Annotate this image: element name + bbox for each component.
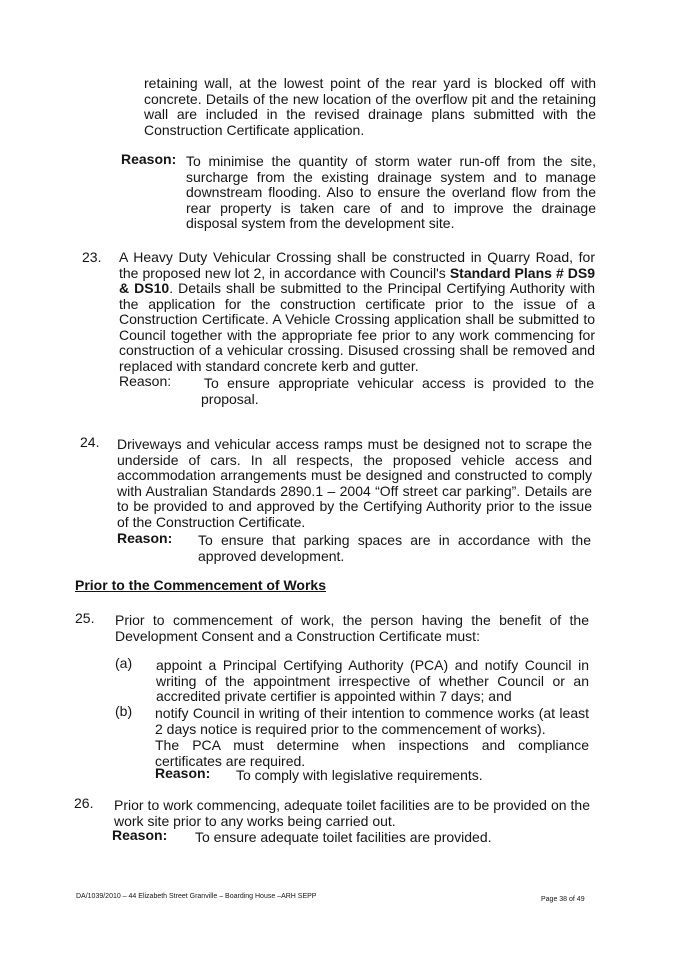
item-number: 25. xyxy=(75,610,95,626)
item-number: 24. xyxy=(80,434,100,450)
condition-24-text: Driveways and vehicular access ramps must be designed not to scrape the underside of cars. In all respects, the proposed vehicle access and accommodation arrangements must be designed and constructed to comply with Australian Standards 2890.1 – 2004 “Off street car parking”. Details are to be provided to and approved by the Certifying Authority prior to the issue of the Construction Certificate. xyxy=(117,436,592,530)
pca-note: The PCA must determine when inspections and compliance certificates are required. xyxy=(155,737,589,769)
condition-23-text: A Heavy Duty Vehicular Crossing shall be constructed in Quarry Road, for the proposed new lot 2, in accordance with Council's Standard Plans # DS9 & DS10. Details shall be submitted to the Principal Certifying Authority with the application for the construction certificate prior to the issue of a Construction Certificate. A Vehicle Crossing application shall be submitted to Council together with the appropriate fee prior to any work commencing for construction of a vehicular crossing. Disused crossing shall be removed and replaced with standard concrete kerb and gutter. xyxy=(119,249,595,374)
page-number: Page 38 of 49 xyxy=(541,896,585,903)
item-number: 23. xyxy=(82,249,102,265)
section-heading: Prior to the Commencement of Works xyxy=(75,577,327,593)
condition-26-text: Prior to work commencing, adequate toilet facilities are to be provided on the work site prior to any works being carried out. xyxy=(114,797,590,829)
reason-label: Reason: xyxy=(117,530,173,546)
reason-text: To comply with legislative requirements. xyxy=(236,767,483,783)
reason-label: Reason: xyxy=(119,373,172,389)
reason-label: Reason: xyxy=(155,765,211,781)
sub-item-a-text: appoint a Principal Certifying Authority (PCA) and notify Council in writing of the appointment irrespective of whether Council or an accredited private certifier is appointed within 7 days; and xyxy=(156,657,589,704)
continuation-paragraph: retaining wall, at the lowest point of the rear yard is blocked off with concrete. Details of the new location of the overflow pit and the retaining wall are included in the revised drainage plans submitted with the Construction Certificate application. xyxy=(144,75,596,138)
sub-item-label: (b) xyxy=(115,703,133,719)
footer-reference: DA/1039/2010 – 44 Elizabeth Street Granville – Boarding House –ARH SEPP xyxy=(76,893,317,900)
reason-text: To ensure appropriate vehicular access is provided to the proposal. xyxy=(201,375,594,407)
sub-item-label: (a) xyxy=(115,655,133,671)
condition-25-text: Prior to commencement of work, the person having the benefit of the Development Consent and a Construction Certificate must: xyxy=(115,612,589,644)
reason-text: To ensure that parking spaces are in accordance with the approved development. xyxy=(198,532,591,564)
sub-item-b-text: notify Council in writing of their intention to commence works (at least 2 days notice is required prior to the commencement of works). xyxy=(155,705,589,737)
reason-label: Reason: xyxy=(121,151,177,167)
reason-text: To minimise the quantity of storm water run-off from the site, surcharge from the existing drainage system and to manage downstream flooding. Also to ensure the overland flow from the rear property is taken care of and to improve the drainage disposal system from the development site. xyxy=(186,153,596,231)
reason-label: Reason: xyxy=(112,827,168,843)
item-number: 26. xyxy=(74,795,94,811)
reason-text: To ensure adequate toilet facilities are provided. xyxy=(195,829,492,845)
